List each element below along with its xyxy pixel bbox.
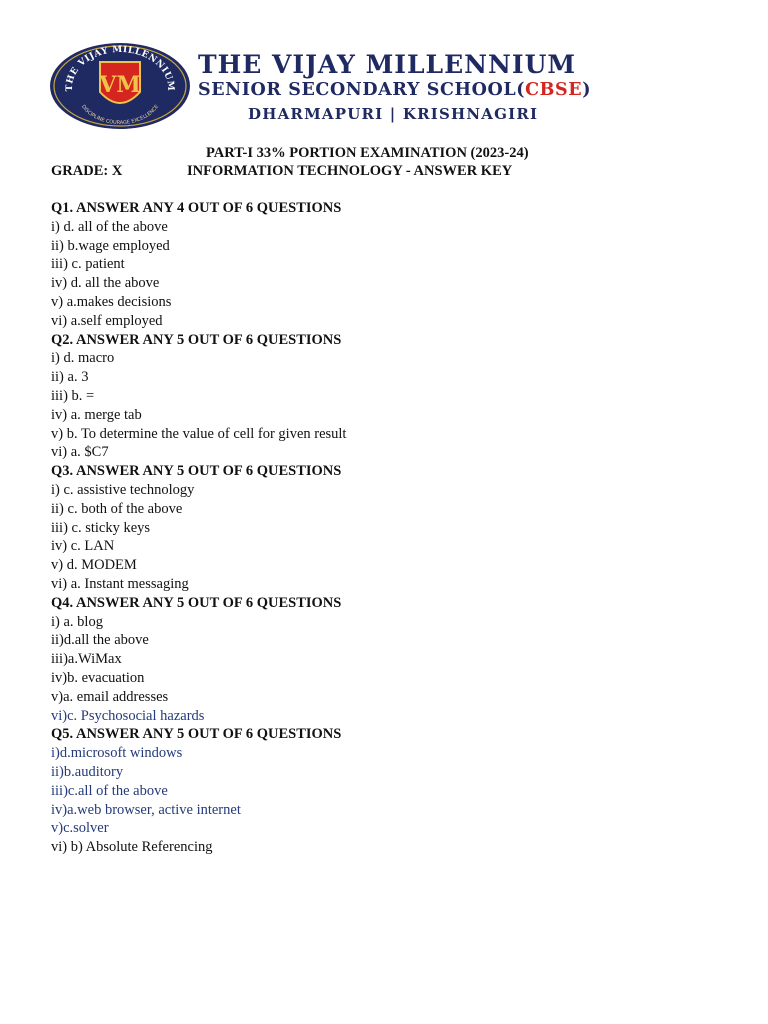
answer-item: v)a. email addresses (51, 688, 169, 705)
question-block (51, 462, 711, 594)
answer-item: iv) a. merge tab (51, 406, 142, 423)
answer-item: vi) a.self employed (51, 312, 163, 329)
answer-item: v) a.makes decisions (51, 293, 172, 310)
answer-item: i) d. all of the above (51, 218, 168, 235)
question-heading: Q5. ANSWER ANY 5 OUT OF 6 QUESTIONS (51, 726, 342, 743)
answer-item: ii) a. 3 (51, 369, 89, 386)
question-heading: Q3. ANSWER ANY 5 OUT OF 6 QUESTIONS (51, 463, 342, 480)
answer-item: ii) b.wage employed (51, 237, 170, 254)
answer-item: v) b. To determine the value of cell for given result (51, 425, 347, 442)
answer-item: v)c.solver (51, 820, 109, 837)
answer-item: iv) d. all the above (51, 275, 160, 292)
answer-item: iii) b. = (51, 387, 95, 404)
answer-item: vi) a. Instant messaging (51, 575, 189, 592)
question-block (51, 331, 711, 463)
answer-item: iv)a.web browser, active internet (51, 801, 241, 818)
answer-item: iv)b. evacuation (51, 669, 145, 686)
answer-item: iii)c.all of the above (51, 782, 168, 799)
question-block (51, 725, 711, 857)
answer-item: vi) b) Absolute Referencing (51, 839, 213, 856)
answer-item: ii)d.all the above (51, 632, 149, 649)
question-heading: Q4. ANSWER ANY 5 OUT OF 6 QUESTIONS (51, 594, 342, 611)
answer-item: v) d. MODEM (51, 557, 137, 574)
school-subtitle-suffix: ) (582, 80, 592, 100)
grade-label: GRADE: X (51, 163, 123, 179)
answer-item: i) a. blog (51, 613, 103, 630)
exam-title: PART-I 33% PORTION EXAMINATION (2023-24) (206, 145, 529, 161)
board-name: CBSE (525, 80, 583, 100)
logo-ring-text: THE VIJAY MILLENNIUM (64, 44, 176, 92)
school-subtitle-prefix: SENIOR SECONDARY SCHOOL( (198, 80, 526, 100)
answer-item: ii) c. both of the above (51, 500, 183, 517)
answer-item: iii) c. patient (51, 256, 125, 273)
answer-item: i)d.microsoft windows (51, 745, 183, 762)
answer-item: vi) a. $C7 (51, 444, 109, 461)
answer-item: iii)a.WiMax (51, 651, 122, 668)
question-heading: Q2. ANSWER ANY 5 OUT OF 6 QUESTIONS (51, 331, 342, 348)
logo-monogram: VM (99, 72, 141, 98)
question-heading: Q1. ANSWER ANY 4 OUT OF 6 QUESTIONS (51, 200, 342, 216)
school-logo (48, 42, 192, 130)
school-name: THE VIJAY MILLENNIUM (198, 50, 577, 79)
answer-key (51, 199, 711, 857)
school-location: DHARMAPURI | KRISHNAGIRI (248, 105, 539, 123)
answer-item: vi)c. Psychosocial hazards (51, 707, 205, 724)
answer-item: i) d. macro (51, 350, 115, 367)
subject-title: INFORMATION TECHNOLOGY - ANSWER KEY (187, 163, 513, 179)
school-header (48, 42, 728, 132)
logo-motto: DISCIPLINE COURAGE EXCELLENCE (79, 103, 161, 127)
answer-item: iii) c. sticky keys (51, 519, 151, 536)
answer-item: iv) c. LAN (51, 538, 115, 555)
question-block (51, 199, 711, 331)
answer-item: i) c. assistive technology (51, 481, 195, 498)
answer-item: ii)b.auditory (51, 763, 124, 780)
question-block (51, 594, 711, 726)
school-subtitle (198, 80, 591, 100)
